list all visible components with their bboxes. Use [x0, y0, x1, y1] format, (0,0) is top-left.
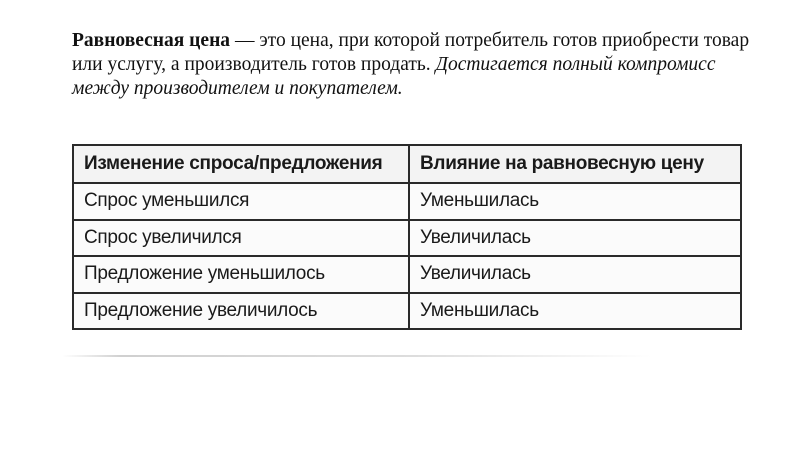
cell-effect: Увеличилась [409, 256, 740, 293]
table-row [74, 183, 740, 220]
price-table [74, 146, 740, 328]
header-effect: Влияние на равновесную цену [409, 146, 740, 183]
table-row [74, 256, 740, 293]
definition-text: — это цена, при которой потребитель готов приобрести товар или услугу, а производитель готов продать. [72, 30, 750, 75]
price-change-table [72, 144, 742, 330]
cell-change: Спрос увеличился [74, 220, 409, 257]
header-change: Изменение спроса/предложения [74, 146, 409, 183]
table-header-row [74, 146, 740, 183]
cell-effect: Увеличилась [409, 220, 740, 257]
table-row [74, 293, 740, 329]
cell-change: Спрос уменьшился [74, 183, 409, 220]
cell-change: Предложение увеличилось [74, 293, 409, 329]
cell-effect: Уменьшилась [409, 183, 740, 220]
cell-change: Предложение уменьшилось [74, 256, 409, 293]
compromise-note: Достигается полный компромисс между производителем и покупателем. [72, 54, 716, 99]
intro-paragraph [72, 29, 752, 101]
cell-effect: Уменьшилась [409, 293, 740, 329]
scan-artifact-line [62, 355, 652, 357]
term-equilibrium-price: Равновесная цена [72, 30, 231, 51]
table-row [74, 220, 740, 257]
